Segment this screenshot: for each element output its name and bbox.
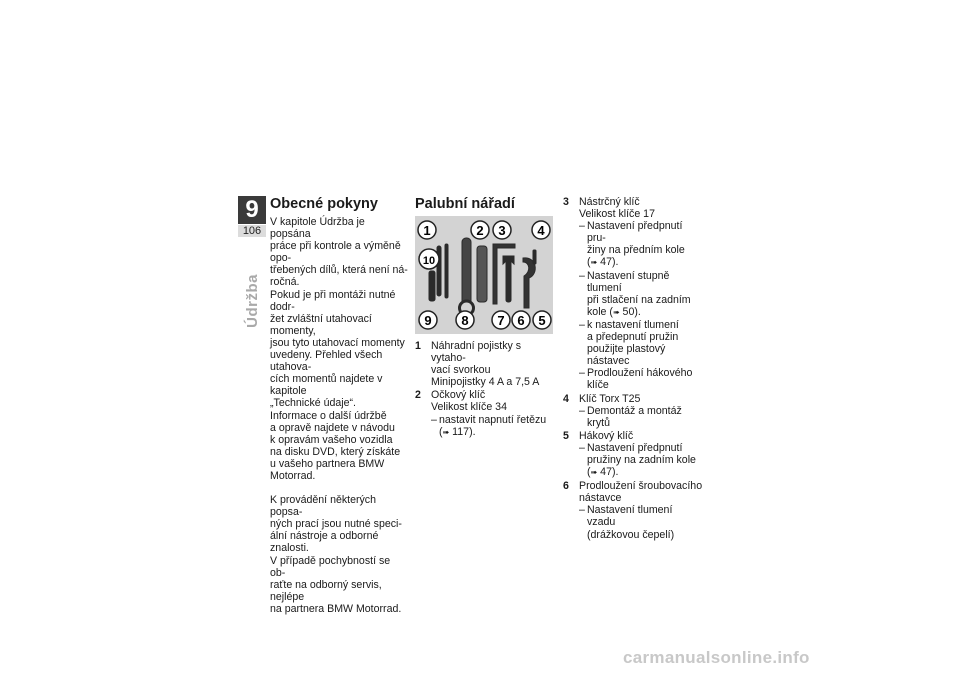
- item-number: 1: [415, 340, 421, 352]
- sub-item: [579, 442, 703, 479]
- callout-5: 5: [538, 313, 546, 328]
- toolkit-figure: [415, 216, 553, 334]
- sub-item-text: [587, 405, 703, 429]
- sub-item-page-ref: 47).: [597, 256, 619, 269]
- callout-9: 9: [424, 313, 432, 328]
- sub-item-prefix: Demontáž a montáž krytů: [587, 404, 682, 429]
- list-item: [563, 393, 703, 429]
- callout-1: 1: [423, 223, 431, 238]
- sub-item: [579, 405, 703, 429]
- sub-item-text: [587, 270, 703, 319]
- sub-item-text: [587, 442, 703, 479]
- item-body: [431, 340, 555, 388]
- sub-item-text: [587, 319, 703, 367]
- section-heading-general: Obecné pokyny: [270, 196, 378, 212]
- toolkit-list-2: [563, 196, 703, 541]
- sub-item-page-ref: 47).: [597, 466, 619, 479]
- item-number: 2: [415, 389, 421, 402]
- general-paragraph-1: V kapitole Údržba je popsána práce při kontrole a výměně opo- třebených dílů, která není ná- ročná. Pokud je při montáži nutné dodr- žet zvláštní utahovací momenty, jsou tyto utahovací momenty uvedeny. Přehled všech utahova- cích momentů najdete v kapitole „Technické údaje“. Informace o další údržbě a opravě najdete v návodu k opravám vašeho vozidla na disku DVD, který získáte u vašeho partnera BMW Motorrad.: [270, 216, 408, 482]
- list-item: [563, 480, 703, 540]
- dash-bullet: –: [579, 318, 585, 331]
- chapter-number: 9: [238, 196, 266, 224]
- chapter-tab: [238, 196, 266, 237]
- dash-bullet: –: [579, 441, 585, 454]
- sub-item-text: [587, 367, 703, 391]
- general-notes-column: [270, 196, 408, 615]
- list-item: [415, 340, 555, 388]
- dash-bullet: –: [579, 404, 585, 417]
- sub-item: [579, 270, 703, 319]
- item-body: [579, 393, 703, 429]
- sub-item-prefix: k nastavení tlumení a předepnutí pružin použijte plastový nástavec: [587, 318, 679, 368]
- sub-item-text: [587, 220, 703, 269]
- dash-bullet: –: [579, 269, 585, 282]
- sub-item-prefix: Nastavení tlumení vzadu (drážkovou čepelí): [587, 504, 675, 541]
- toolkit-list-1: [415, 340, 555, 439]
- sub-item: [431, 414, 555, 439]
- callout-7: 7: [497, 313, 505, 328]
- list-item: [563, 430, 703, 479]
- sub-item: [579, 367, 703, 391]
- general-paragraph-2: K provádění některých popsa- ných prací jsou nutné speci- ální nástroje a odborné znalosti. V případě pochybností se ob- raťte na odborný servis, nejlépe na partnera BMW Motorrad.: [270, 494, 402, 615]
- list-item: [563, 196, 703, 392]
- item-text: Nástrčný klíč Velikost klíče 17: [579, 196, 655, 221]
- list-item: [415, 389, 555, 438]
- page-reference-arrow-icon: ➠: [590, 258, 598, 268]
- item-text: Hákový klíč: [579, 429, 634, 442]
- toolkit-illustration: [415, 216, 553, 334]
- sub-item-page-ref: 117).: [449, 425, 476, 438]
- callout-3: 3: [498, 223, 506, 238]
- item-body: [579, 430, 703, 479]
- toolkit-column: [415, 196, 555, 440]
- sub-item-prefix: nastavit napnutí řetězu (: [439, 413, 547, 438]
- page-reference-arrow-icon: ➠: [612, 307, 620, 317]
- callout-4: 4: [537, 223, 545, 238]
- dash-bullet: –: [579, 220, 585, 233]
- section-heading-toolkit: Palubní nářadí: [415, 196, 515, 212]
- callout-8: 8: [461, 313, 469, 328]
- page-reference-arrow-icon: ➠: [590, 468, 598, 478]
- toolkit-column-continued: [563, 196, 703, 542]
- item-number: 3: [563, 196, 569, 208]
- item-text: Náhradní pojistky s vytaho- vací svorkou Minipojistky 4 A a 7,5 A: [431, 340, 540, 389]
- sub-item-prefix: Prodloužení hákového klíče: [587, 367, 693, 392]
- page-number: 106: [238, 225, 266, 237]
- sub-item-prefix: Nastavení stupně tlumení při stlačení na zadním kole (: [587, 269, 691, 318]
- sub-item: [579, 504, 703, 540]
- callout-2: 2: [476, 223, 484, 238]
- callout-6: 6: [517, 313, 525, 328]
- sub-item-text: [587, 504, 703, 540]
- dash-bullet: –: [579, 367, 585, 380]
- dash-bullet: –: [579, 504, 585, 517]
- item-text: Očkový klíč Velikost klíče 34: [431, 389, 507, 414]
- item-text: Klíč Torx T25: [579, 392, 641, 405]
- sub-item: [579, 220, 703, 269]
- sub-item-text: [439, 414, 555, 439]
- page-reference-arrow-icon: ➠: [442, 427, 450, 437]
- sub-item: [579, 319, 703, 367]
- item-body: [579, 480, 703, 540]
- item-body: [579, 196, 703, 392]
- item-number: 4: [563, 392, 569, 405]
- sub-item-page-ref: 50).: [619, 305, 641, 318]
- item-number: 6: [563, 480, 569, 493]
- item-number: 5: [563, 429, 569, 442]
- callout-10: 10: [422, 255, 436, 267]
- dash-bullet: –: [431, 413, 437, 426]
- sub-item-prefix: Nastavení předpnutí pružiny na zadním kole (: [587, 441, 696, 479]
- chapter-title: Údržba: [244, 274, 261, 328]
- item-text: Prodloužení šroubovacího nástavce: [579, 480, 703, 505]
- watermark: carmanualsonline.info: [623, 648, 810, 667]
- sub-item-prefix: Nastavení předpnutí pru- žiny na předním kole (: [587, 220, 685, 269]
- item-body: [431, 389, 555, 438]
